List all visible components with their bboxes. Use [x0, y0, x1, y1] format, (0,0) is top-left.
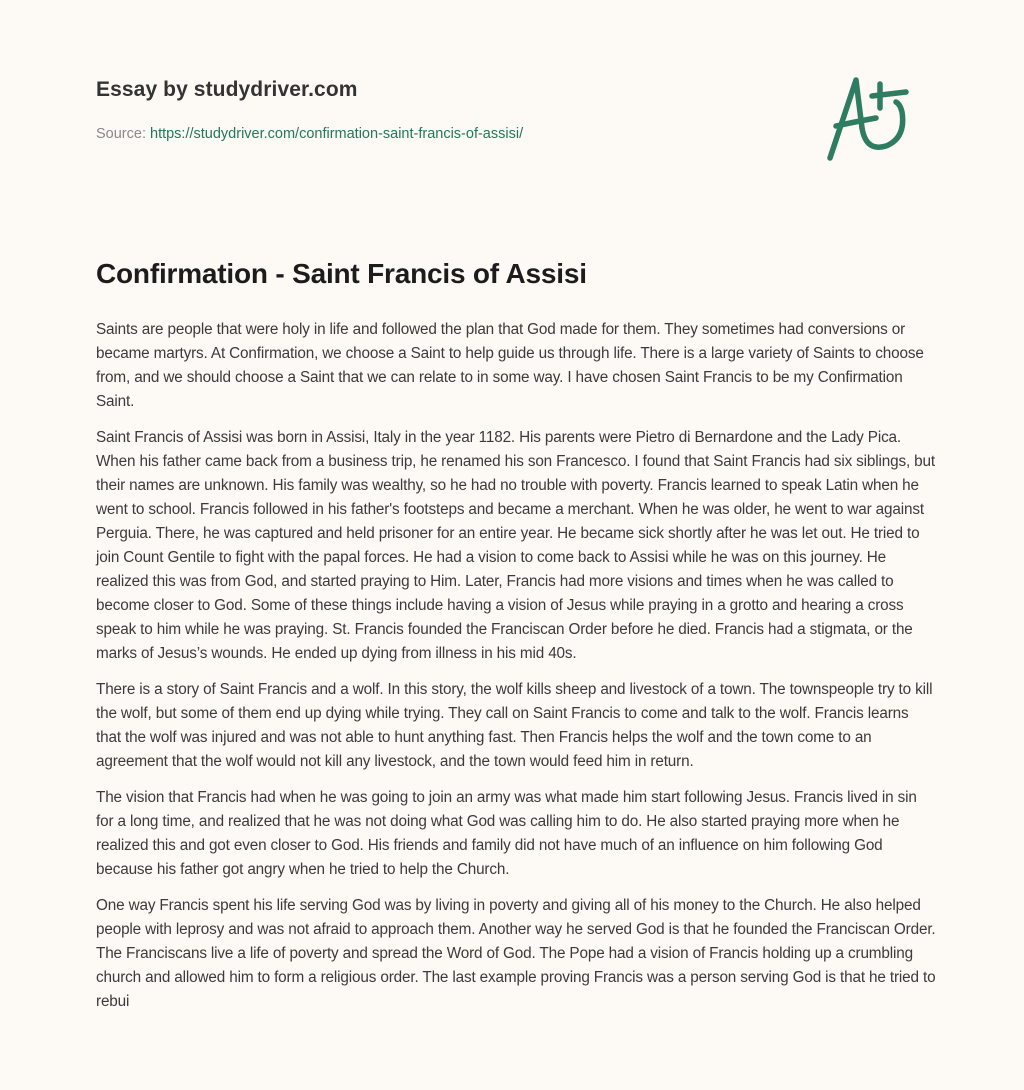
site-title: Essay by studydriver.com [96, 78, 358, 101]
page-header [96, 76, 523, 144]
source-line [96, 124, 523, 144]
essay-content [96, 254, 936, 1026]
essay-paragraph: The vision that Francis had when he was going to join an army was what made him start following Jesus. Francis lived in sin for a long time, and realized that he was not doing what God was calling him to do. He also started praying more when he realized this and got even closer to God. His friends and family did not have much of an influence on him following God because his father got angry when he tried to help the Church. [96, 789, 917, 878]
source-link[interactable]: https://studydriver.com/confirmation-saint-francis-of-assisi/ [150, 126, 524, 142]
essay-paragraph: Saint Francis of Assisi was born in Assisi, Italy in the year 1182. His parents were Pietro di Bernardone and the Lady Pica. When his father came back from a business trip, he renamed his son Francesco. I found that Saint Francis had six siblings, but their names are unknown. His family was wealthy, so he had no trouble with poverty. Francis learned to speak Latin when he went to school. Francis followed in his father's footsteps and became a merchant. When he was older, he went to war against Perguia. There, he was captured and held prisoner for an entire year. He became sick shortly after he was let out. He tried to join Count Gentile to fight with the papal forces. He had a vision to come back to Assisi while he was on this journey. He realized this was from God, and started praying to Him. Later, Francis had more visions and times when he was called to become closer to God. Some of these things include having a vision of Jesus while praying in a grotto and hearing a cross speak to him while he was praying. St. Francis founded the Franciscan Order before he died. Francis had a stigmata, or the marks of Jesus’s wounds. He ended up dying from illness in his mid 40s. [96, 429, 935, 662]
a-plus-grade-icon [820, 66, 930, 166]
source-label: Source: [96, 126, 150, 142]
essay-paragraph: Saints are people that were holy in life and followed the plan that God made for them. They sometimes had conversions or became martyrs. At Confirmation, we choose a Saint to help guide us through life. There is a large variety of Saints to choose from, and we should choose a Saint that we can relate to in some way. I have chosen Saint Francis to be my Confirmation Saint. [96, 321, 924, 410]
essay-paragraph: There is a story of Saint Francis and a wolf. In this story, the wolf kills sheep and livestock of a town. The townspeople try to kill the wolf, but some of them end up dying while trying. They call on Saint Francis to come and talk to the wolf. Francis learns that the wolf was injured and was not able to hunt anything fast. Then Francis helps the wolf and the town come to an agreement that the wolf would not kill any livestock, and the town would feed him in return. [96, 681, 933, 770]
essay-title: Confirmation - Saint Francis of Assisi [96, 258, 587, 289]
essay-paragraph: One way Francis spent his life serving God was by living in poverty and giving all of his money to the Church. He also helped people with leprosy and was not afraid to approach them. Another way he served God is that he founded the Franciscan Order. The Franciscans live a life of poverty and spread the Word of God. The Pope had a vision of Francis holding up a crumbling church and allowed him to form a religious order. The last example proving Francis was a person serving God is that he tried to rebui [96, 897, 936, 1010]
